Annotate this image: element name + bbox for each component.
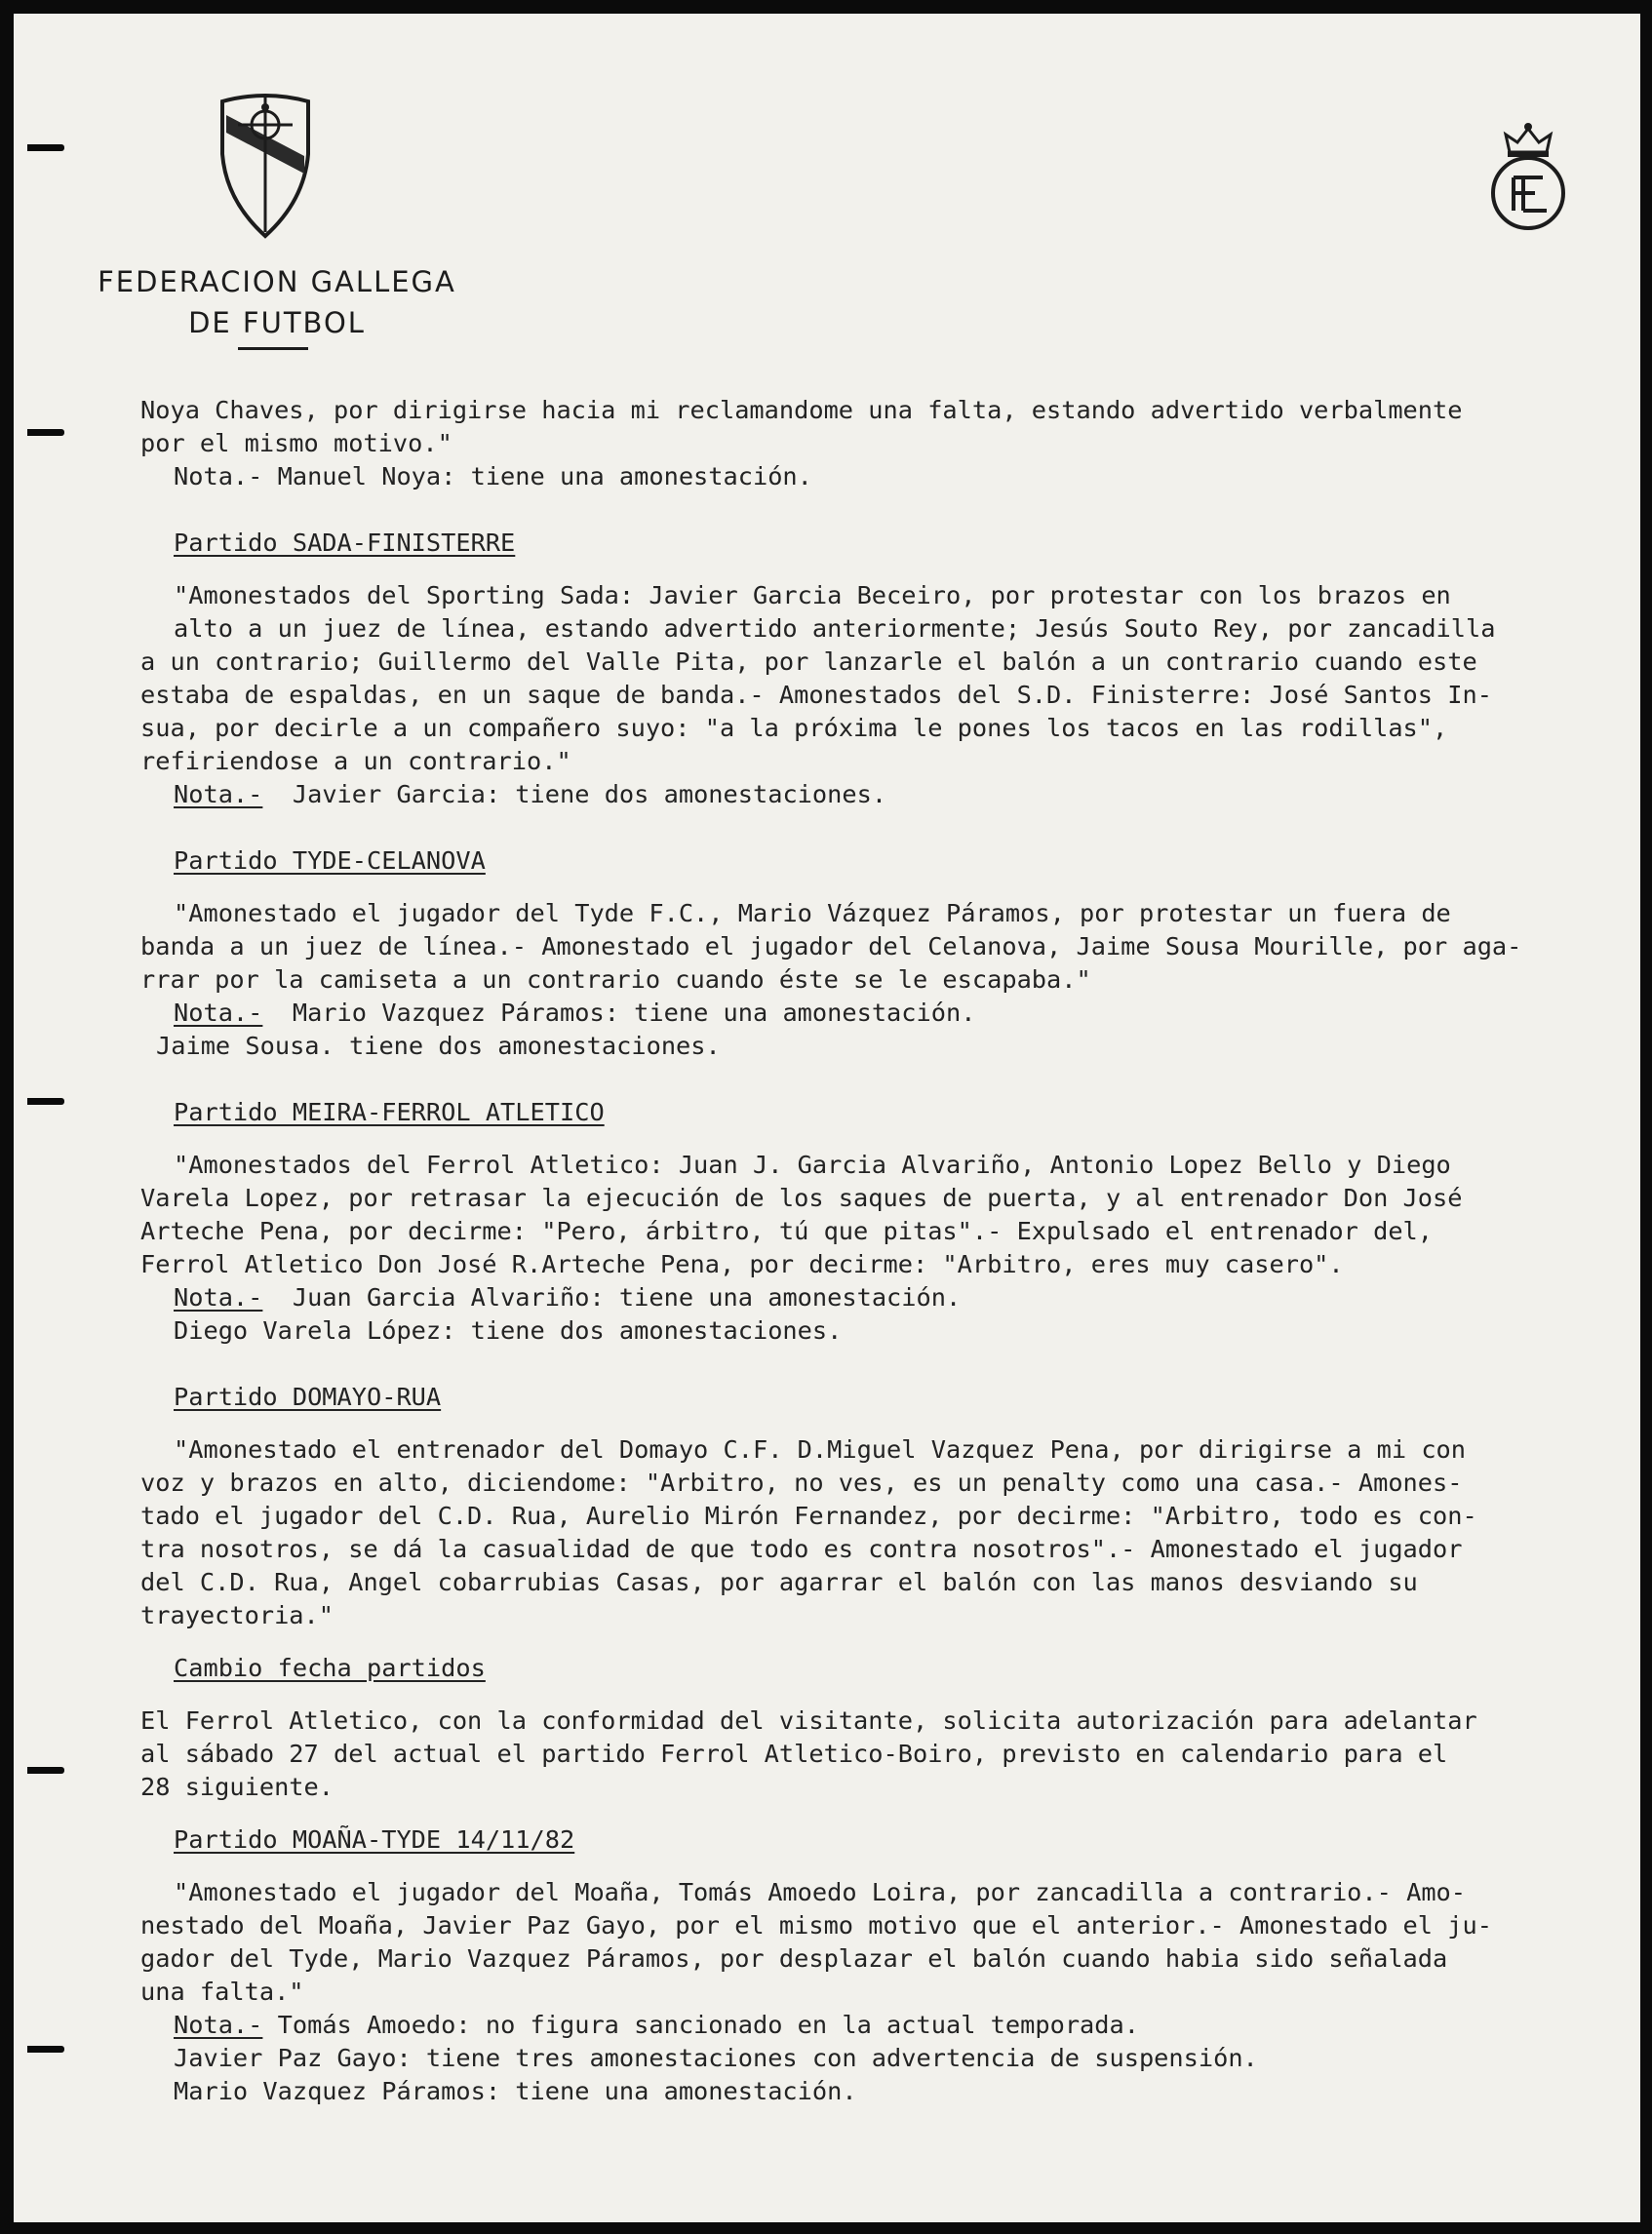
section-line: tra nosotros, se dá la casualidad de que todo es contra nosotros".- Amonestado el jugador xyxy=(140,1535,1463,1563)
nota-line: Mario Vazquez Páramos: tiene una amonestación. xyxy=(292,999,976,1027)
section-line: estaba de espaldas, en un saque de banda.- Amonestados del S.D. Finisterre: José Santos In- xyxy=(140,681,1492,709)
section-line: Ferrol Atletico Don José R.Arteche Pena, por decirme: "Arbitro, eres muy casero". xyxy=(140,1250,1344,1278)
section-heading: Cambio fecha partidos xyxy=(174,1654,486,1682)
nota-row xyxy=(140,778,1632,811)
section-line: Arteche Pena, por decirme: "Pero, árbitro, tú que pitas".- Expulsado el entrenador del, xyxy=(140,1217,1434,1245)
section-heading: Partido MOAÑA-TYDE 14/11/82 xyxy=(174,1825,575,1854)
section-line: El Ferrol Atletico, con la conformidad del visitante, solicita autorización para adelantar xyxy=(140,1706,1477,1735)
section-line: "Amonestado el jugador del Moaña, Tomás Amoedo Loira, por zancadilla a contrario.- Amo- xyxy=(174,1878,1467,1906)
section-line: 28 siguiente. xyxy=(140,1773,334,1801)
rfef-crowned-emblem-icon xyxy=(1484,119,1572,234)
nota-label: Nota.- xyxy=(174,1283,263,1312)
nota-line: Javier Garcia: tiene dos amonestaciones. xyxy=(292,780,887,808)
section-line: alto a un juez de línea, estando advertido anteriormente; Jesús Souto Rey, por zancadilla xyxy=(174,614,1496,643)
binder-hole-mark xyxy=(27,144,64,151)
intro-line: por el mismo motivo." xyxy=(140,429,452,457)
binder-hole-mark xyxy=(27,2046,64,2053)
nota-label: Nota.- xyxy=(174,780,263,808)
section-line: del C.D. Rua, Angel cobarrubias Casas, por agarrar el balón con las manos desviando su xyxy=(140,1568,1418,1596)
section-line: tado el jugador del C.D. Rua, Aurelio Mirón Fernandez, por decirme: "Arbitro, todo es con- xyxy=(140,1502,1477,1530)
section-line: sua, por decirle a un compañero suyo: "a la próxima le pones los tacos en las rodillas", xyxy=(140,714,1448,742)
nota-line: Mario Vazquez Páramos: tiene una amonestación. xyxy=(174,2077,857,2105)
section-heading: Partido DOMAYO-RUA xyxy=(174,1383,442,1411)
intro-line: Noya Chaves, por dirigirse hacia mi reclamandome una falta, estando advertido verbalmente xyxy=(140,396,1463,424)
section-line: "Amonestado el entrenador del Domayo C.F. D.Miguel Vazquez Pena, por dirigirse a mi con xyxy=(174,1435,1467,1464)
section-line: voz y brazos en alto, diciendome: "Arbitro, no ves, es un penalty como una casa.- Amones- xyxy=(140,1469,1463,1497)
nota-line: Jaime Sousa. tiene dos amonestaciones. xyxy=(156,1032,721,1060)
section-line: "Amonestados del Sporting Sada: Javier Garcia Beceiro, por protestar con los brazos en xyxy=(174,581,1451,609)
section-line: trayectoria." xyxy=(140,1601,334,1629)
binder-hole-mark xyxy=(27,1098,64,1105)
nota-line: Tomás Amoedo: no figura sancionado en la actual temporada. xyxy=(277,2011,1139,2039)
section-line: banda a un juez de línea.- Amonestado el jugador del Celanova, Jaime Sousa Mourille, por aga- xyxy=(140,932,1522,960)
section-heading: Partido MEIRA-FERROL ATLETICO xyxy=(174,1098,605,1126)
header-rule xyxy=(238,347,308,350)
section-heading: Partido SADA-FINISTERRE xyxy=(174,529,516,557)
section-line: "Amonestado el jugador del Tyde F.C., Mario Vázquez Páramos, por protestar un fuera de xyxy=(174,899,1451,927)
nota-row xyxy=(140,997,1632,1030)
section-line: a un contrario; Guillermo del Valle Pita, por lanzarle el balón a un contrario cuando este xyxy=(140,647,1477,676)
nota-line: Juan Garcia Alvariño: tiene una amonestación. xyxy=(292,1283,962,1312)
section-line: rrar por la camiseta a un contrario cuando éste se le escapaba." xyxy=(140,965,1091,994)
nota-row xyxy=(140,1281,1632,1314)
nota-row xyxy=(140,2009,1632,2042)
binder-hole-mark xyxy=(27,429,64,436)
nota-label: Nota.- xyxy=(174,2011,263,2039)
binder-hole-mark xyxy=(27,1767,64,1774)
federation-name-line1: FEDERACION GALLEGA xyxy=(98,265,456,298)
section-line: Varela Lopez, por retrasar la ejecución de los saques de puerta, y al entrenador Don José xyxy=(140,1184,1463,1212)
section-line: una falta." xyxy=(140,1978,304,2006)
section-line: al sábado 27 del actual el partido Ferrol Atletico-Boiro, previsto en calendario para el xyxy=(140,1740,1448,1768)
federation-name xyxy=(82,261,472,343)
section-heading: Partido TYDE-CELANOVA xyxy=(174,846,486,875)
document-body xyxy=(140,394,1632,2108)
section-line: nestado del Moaña, Javier Paz Gayo, por el mismo motivo que el anterior.- Amonestado el ju- xyxy=(140,1911,1492,1940)
nota-line: Javier Paz Gayo: tiene tres amonestaciones con advertencia de suspensión. xyxy=(174,2044,1258,2072)
galician-federation-shield-icon xyxy=(216,86,314,240)
section-line: "Amonestados del Ferrol Atletico: Juan J. Garcia Alvariño, Antonio Lopez Bello y Diego xyxy=(174,1151,1451,1179)
intro-nota: Nota.- Manuel Noya: tiene una amonestación. xyxy=(174,462,812,490)
nota-line: Diego Varela López: tiene dos amonestaciones. xyxy=(174,1316,843,1345)
federation-name-line2: DE FUTBOL xyxy=(188,306,366,339)
nota-label: Nota.- xyxy=(174,999,263,1027)
section-line: refiriendose a un contrario." xyxy=(140,747,571,775)
section-line: gador del Tyde, Mario Vazquez Páramos, por desplazar el balón cuando habia sido señalada xyxy=(140,1944,1448,1973)
